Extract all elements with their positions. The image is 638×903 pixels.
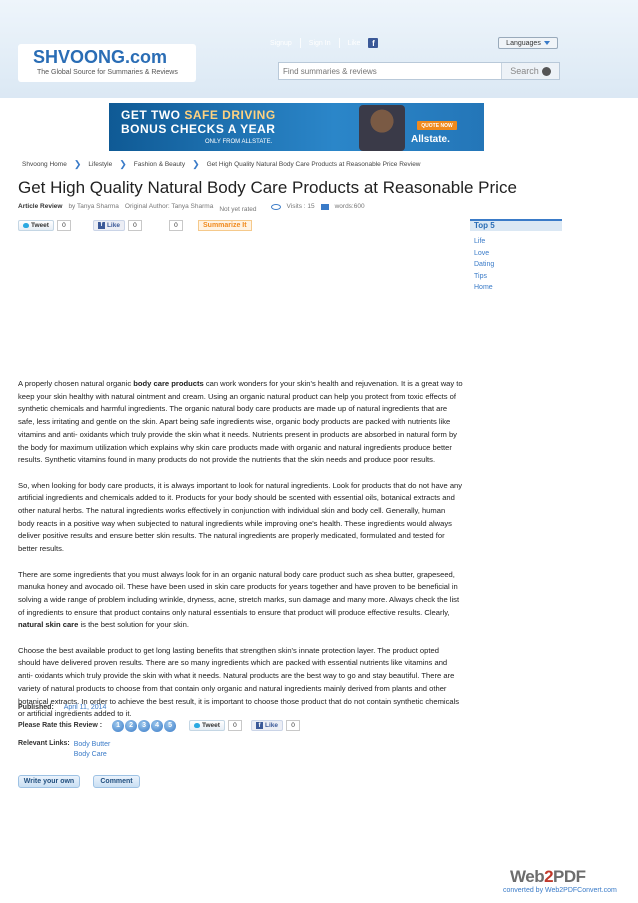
rating-stars (112, 720, 176, 732)
top5-item-home[interactable]: Home (474, 284, 493, 291)
facebook-icon: f (98, 222, 105, 229)
signin-link[interactable]: Sign In (308, 39, 331, 47)
breadcrumb (22, 159, 421, 170)
article-meta (18, 200, 365, 213)
article-paragraph: Choose the best available product to get long lasting benefits that strengthen skin's innate protection layer. The product opted should have delivered proven results. There are so many ingredients which are packed with essential nutrients like vitamins and anti- oxidants which truly provide the skin with what it needs. Natural products are the best way to go and stay beautiful. There are variety of natural products to choose from that contain only organic and natural ingredients mainly derived from plants and other botanical extracts. In order to achieve the best result, it is important to choose those product that do not contain synthetic chemicals or artificial ingredients added to it. (18, 645, 460, 719)
published-info (18, 704, 106, 711)
action-buttons (18, 775, 140, 788)
keyword-link[interactable]: body care products (133, 379, 204, 388)
web2pdf-logo: Web2PDF (510, 867, 586, 886)
ad-headline-2: BONUS CHECKS A YEAR (121, 122, 276, 136)
top-nav (270, 36, 378, 50)
web2pdf-link[interactable]: converted by Web2PDFConvert.com (503, 887, 617, 894)
star-icon[interactable]: 2 (125, 720, 137, 732)
chevron-right-icon: ❯ (119, 159, 127, 169)
like-count: 0 (128, 220, 142, 231)
relevant-link[interactable]: Body Care (73, 750, 107, 758)
relevant-links-list (74, 740, 111, 759)
tweet-count: 0 (57, 220, 71, 231)
ad-brand: Allstate. (411, 134, 450, 145)
ad-headline-1: GET TWO SAFE DRIVING (121, 108, 276, 122)
article-paragraph: A properly chosen natural organic body care products can work wonders for your skin's health and rejuvenation. It is a great way to keep your skin healthy with natural ointment and cream. Using an organic natural product can help you protect from toxic effects of synthetic chemicals and harmful ingredients. The organic natural body care products are made up of natural ingredients that are safe, less irritating and gentle on the skin. Apart being safe ingredients wise, organic body products are packed with nutrients like vitamins and anti- oxidants which truly provide the skin what it needs. Nutrients present in products are absorbed in natural form by the body for maximum utilization which explains why skin care products made with organic and natural ingredients produce better results. Synthetic vitamins found in many products do not provide the nutrients that the skin needs and produce poor results. (18, 379, 463, 465)
breadcrumb-home[interactable]: Shvoong Home (22, 161, 67, 168)
published-date: April 11, 2014 (63, 704, 107, 711)
logo-part-3: NG.com (98, 47, 168, 67)
social-share-row (18, 219, 183, 231)
like-button[interactable] (251, 720, 283, 731)
summarize-button[interactable]: Summarize It (198, 220, 252, 231)
like-label: Like (265, 722, 279, 729)
rating-status: Not yet rated (219, 206, 257, 213)
twitter-icon (194, 723, 200, 728)
nav-divider (339, 38, 340, 48)
keyword-link[interactable]: natural skin care (18, 620, 79, 630)
facebook-icon: f (256, 722, 263, 729)
tweet-count: 0 (228, 720, 242, 731)
write-your-own-button[interactable]: Write your own (18, 775, 80, 788)
top5-item-dating[interactable]: Dating (474, 261, 495, 268)
facebook-icon[interactable]: f (368, 38, 378, 48)
ad-subline: ONLY FROM ALLSTATE. (205, 139, 273, 145)
chevron-right-icon: ❯ (73, 159, 82, 169)
star-icon[interactable]: 3 (138, 720, 150, 732)
ad-photo (359, 105, 405, 151)
search-icon (542, 67, 551, 76)
top5-heading: Top 5 (470, 219, 562, 231)
nav-divider (300, 38, 301, 48)
signup-link[interactable]: Signup (270, 39, 292, 47)
published-label: Published: (18, 704, 54, 711)
comment-button[interactable]: Comment (93, 775, 140, 788)
rate-section (18, 719, 176, 732)
chevron-down-icon (544, 41, 550, 45)
top5-item-life[interactable]: Life (474, 238, 486, 245)
words-icon (321, 204, 329, 210)
search-button-label: Search (510, 66, 539, 76)
relevant-link[interactable]: Body Butter (73, 741, 111, 748)
site-tagline: The Global Source for Summaries & Reviews (37, 69, 178, 76)
relevant-links-label: Relevant Links: (18, 740, 70, 747)
relevant-links (18, 740, 110, 759)
top5-item-love[interactable]: Love (474, 249, 490, 257)
languages-label: Languages (506, 39, 541, 47)
twitter-icon (23, 223, 29, 228)
article-type: Article Review (18, 203, 63, 210)
article-body (18, 378, 463, 734)
like-button[interactable] (93, 220, 125, 231)
tweet-button[interactable] (18, 220, 54, 231)
article-author[interactable]: by Tanya Sharma (68, 203, 119, 210)
tweet-label: Tweet (202, 722, 220, 729)
breadcrumb-current: Get High Quality Natural Body Care Products at Reasonable Price Review (206, 161, 421, 168)
languages-dropdown[interactable] (498, 37, 558, 49)
ad-banner[interactable] (109, 103, 484, 151)
rate-tweet (189, 720, 242, 731)
star-icon[interactable]: 1 (112, 720, 124, 732)
page-title: Get High Quality Natural Body Care Products at Reasonable Price (18, 178, 517, 197)
search-bar (278, 62, 560, 80)
top5-item-tips[interactable]: Tips (474, 272, 487, 280)
search-input[interactable] (279, 63, 501, 79)
rate-label: Please Rate this Review : (18, 722, 103, 729)
search-button[interactable] (501, 63, 559, 79)
eye-icon (271, 204, 281, 210)
share-count: 0 (169, 220, 183, 231)
breadcrumb-fashion[interactable]: Fashion & Beauty (133, 161, 186, 168)
visits-count: Visits : 15 (286, 203, 315, 210)
breadcrumb-lifestyle[interactable]: Lifestyle (88, 161, 113, 168)
header-like-link[interactable]: Like (347, 39, 361, 47)
chevron-right-icon: ❯ (192, 159, 200, 169)
article-paragraph: There are some ingredients that you must always look for in an organic natural body care product such as shea butter, grapeseed, manuka honey and avocado oil. These have been used in skin care products for years together and have proven to be beneficial in solving a wide range of problem including wrinkle, dryness, acne, stretch marks, sun damage and many more. Always check the list of ingredients to ensure that product contains only natural essentials to ensure that product will produce effective results. Clearly, natural skin care is the best solution for your skin. (18, 569, 460, 630)
tweet-button[interactable] (189, 720, 225, 731)
ad-quote-button[interactable]: QUOTE NOW (417, 121, 457, 130)
words-count: words:600 (334, 203, 365, 210)
logo-part-1: SHV (33, 47, 71, 67)
article-paragraph: So, when looking for body care products, it is always important to look for natural ingredients. Look for products that do not have any artificial ingredients and chemicals added to it. Products for your body should be scented with essential oils, botanical extracts and other natural herbs. The natural ingredients works effectively in conjunction with individual skin and body cell. Generally, human body reacts in a positive way when subjected to natural ingredients while improving one's health. These ingredients would always deliver positive results and ensure better skin results. The natural ingredients are properly medicated, formulated and tested for better results. (18, 480, 463, 554)
rate-like (251, 720, 300, 731)
like-count: 0 (286, 720, 300, 731)
original-author: Original Author: Tanya Sharma (124, 203, 214, 210)
tweet-label: Tweet (31, 221, 49, 229)
star-icon[interactable]: 5 (164, 720, 176, 732)
top5-list (474, 236, 494, 294)
site-logo[interactable] (33, 47, 167, 68)
logo-part-2: OO (70, 47, 99, 67)
like-label: Like (106, 221, 120, 229)
star-icon[interactable]: 4 (151, 720, 163, 732)
